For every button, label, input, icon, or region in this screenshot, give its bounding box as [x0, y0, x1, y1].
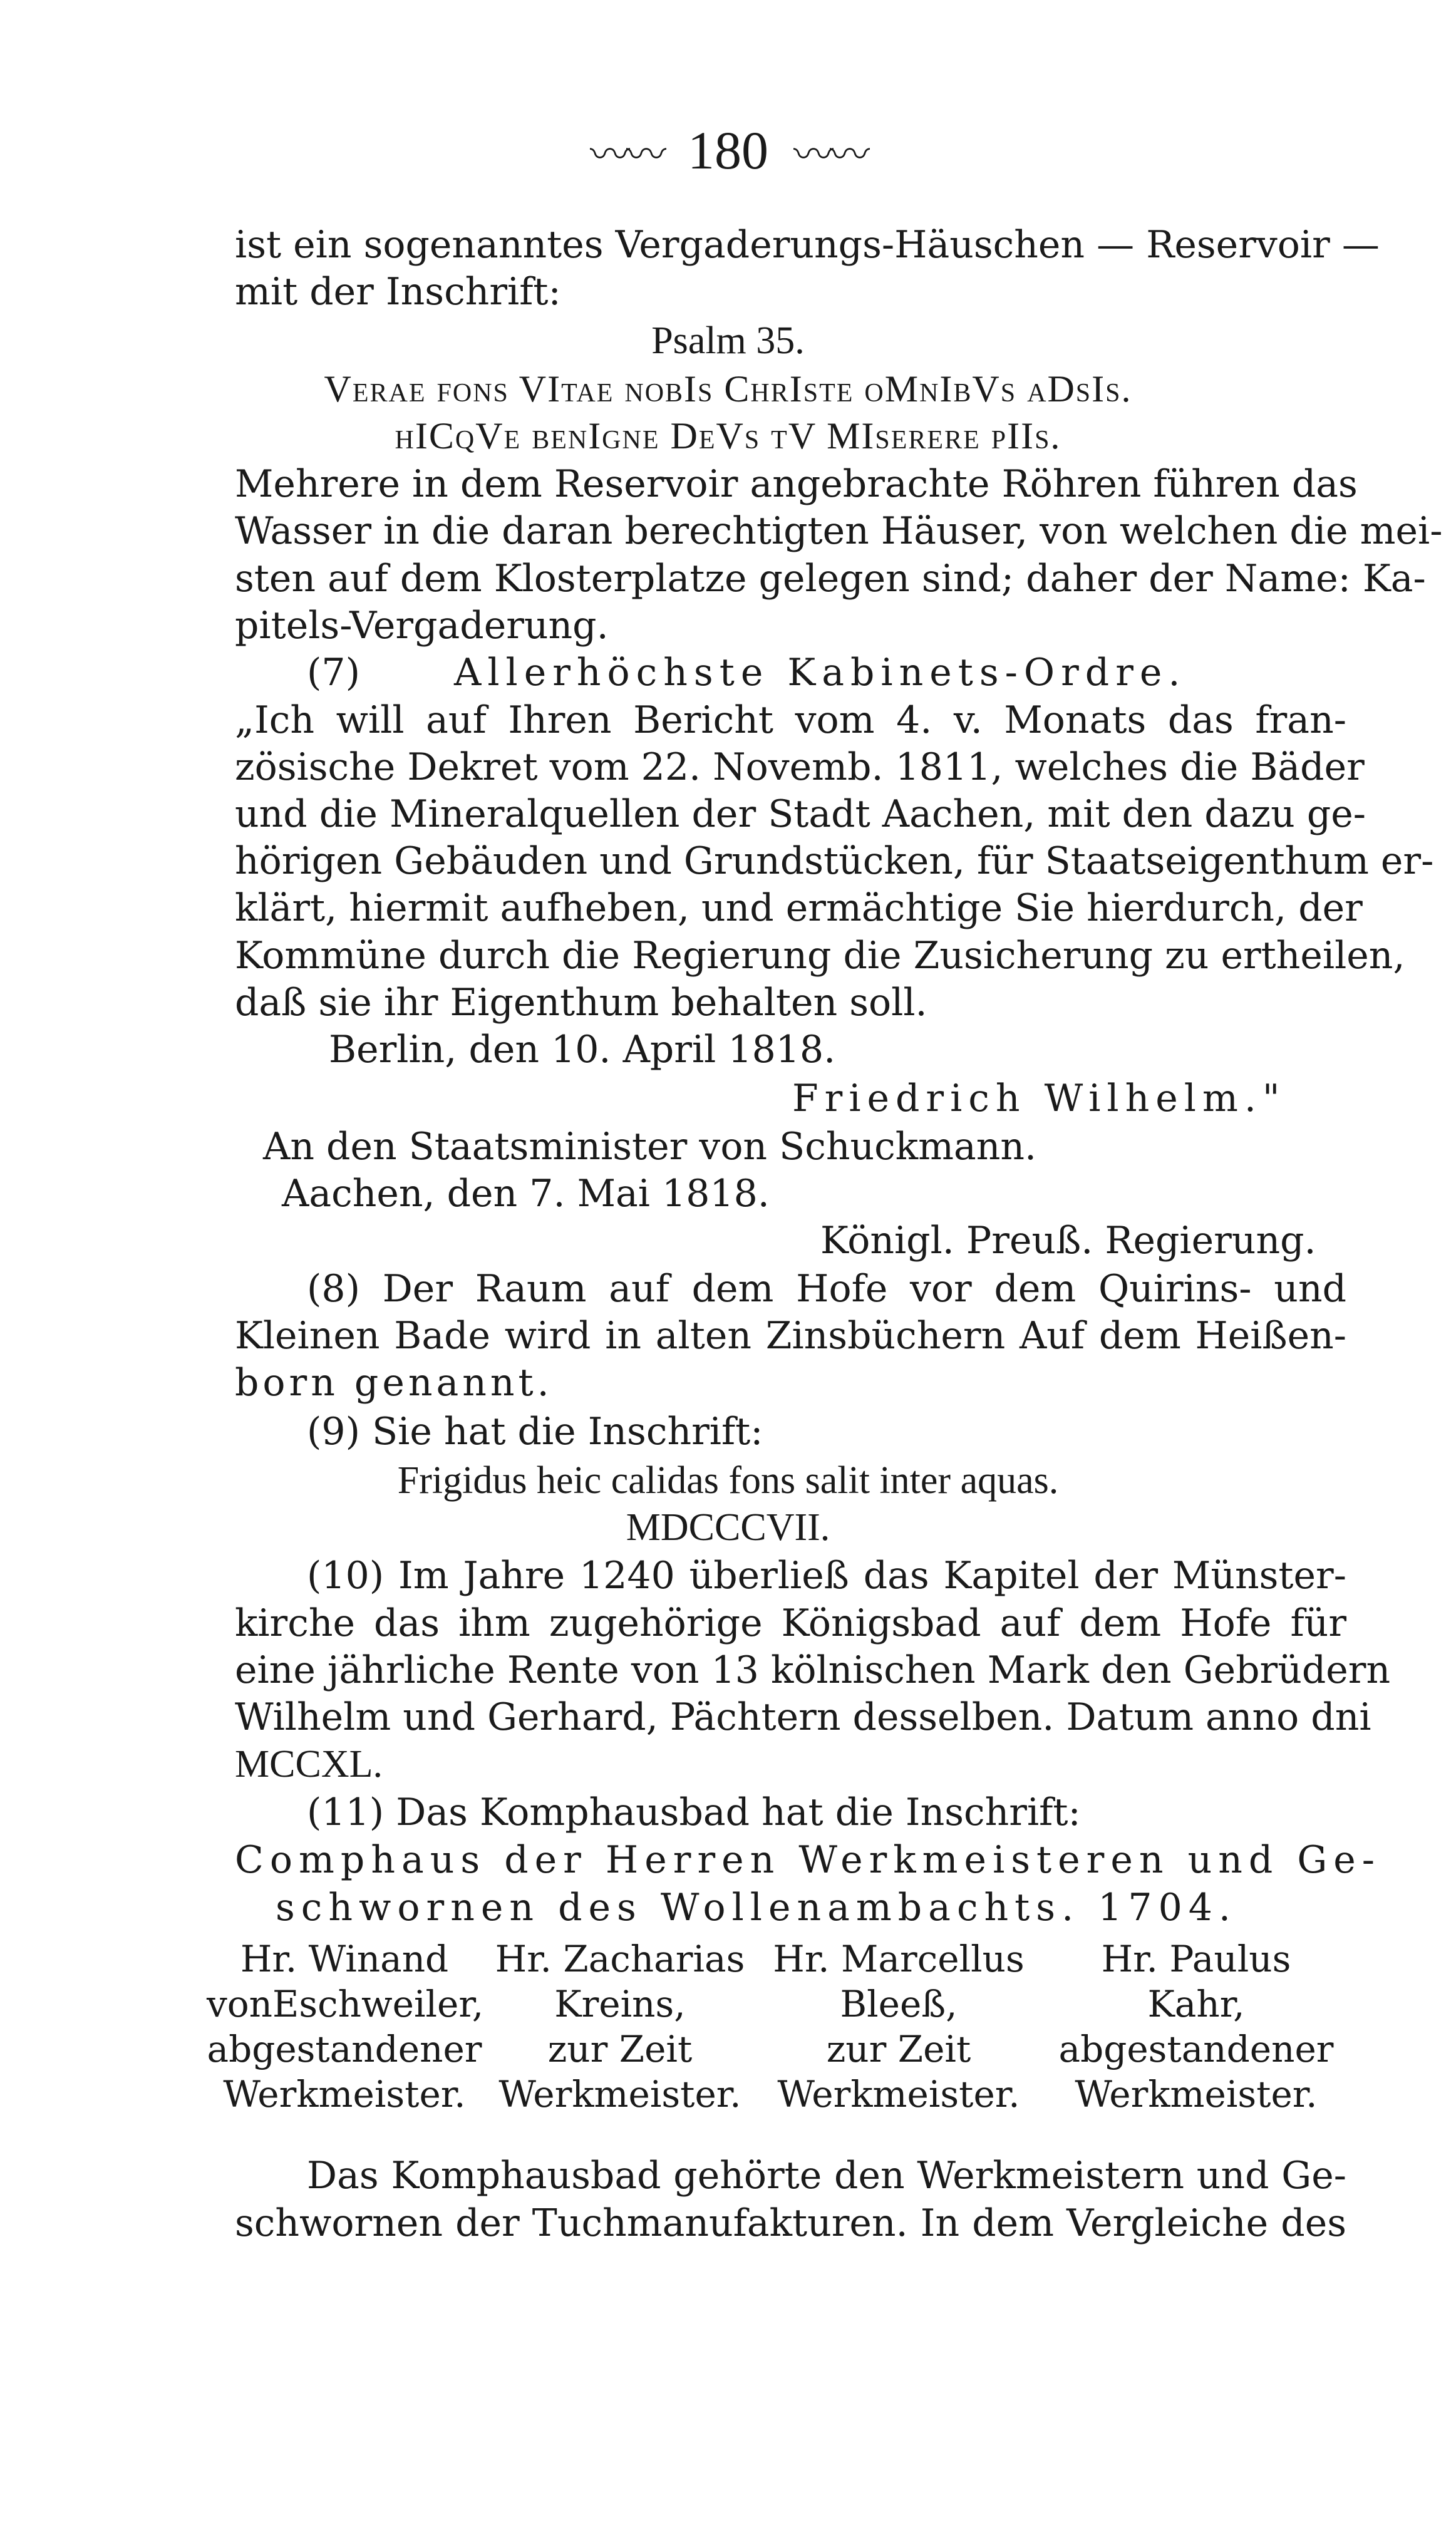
signatory-column [482, 1936, 758, 2117]
text-line: MCCXL. [235, 1743, 383, 1785]
signature: Friedrich Wilhelm." [792, 1077, 1286, 1120]
text-line: zösische Dekret vom 22. Novemb. 1811, welches die Bäder [235, 745, 1365, 789]
text-line: Wilhelm und Gerhard, Pächtern desselben. Datum anno dni [235, 1695, 1371, 1739]
latin-inscription-line: MDCCCVII. [626, 1506, 830, 1549]
signatory-role: Werkmeister. [223, 2073, 466, 2116]
text-line: schwornen der Tuchmanufakturen. In dem Vergleiche des [235, 2201, 1346, 2245]
text-line: (10) Im Jahre 1240 überließ das Kapitel der Münster- [307, 1554, 1346, 1598]
text-line: Kleinen Bade wird in alten Zinsbüchern Auf dem Heißen- [235, 1314, 1346, 1358]
signature: Königl. Preuß. Regierung. [820, 1219, 1316, 1263]
page-header [0, 119, 1456, 182]
text-line: „Ich will auf Ihren Bericht vom 4. v. Monats das fran- [235, 698, 1346, 742]
signatory-name: Hr. Paulus [1101, 1938, 1291, 1980]
text-line: (8) Der Raum auf dem Hofe vor dem Quirins- und [307, 1267, 1346, 1311]
date-line: Berlin, den 10. April 1818. [329, 1028, 836, 1072]
inscription-line: schwornen des Wollenambachts. 1704. [276, 1886, 1237, 1930]
latin-inscription-line: Frigidus heic calidas fons salit inter aquas. [397, 1459, 1059, 1502]
text-line: Kommüne durch die Regierung die Zusicherung zu ertheilen, [235, 934, 1405, 978]
text-line: sten auf dem Klosterplatze gelegen sind; daher der Name: Ka- [235, 557, 1426, 601]
text-line: Wasser in die daran berechtigten Häuser, von welchen die mei- [235, 509, 1443, 553]
ornament-left-icon: 〰〰 [590, 133, 663, 177]
signatory-surname: Bleeß, [840, 1983, 958, 2025]
text-line: Mehrere in dem Reservoir angebrachte Röhren führen das [235, 462, 1358, 506]
ornament-right-icon: 〰〰 [793, 133, 866, 177]
signatory-name: Hr. Winand [240, 1938, 449, 1980]
latin-inscription-line: hICqVe benIgne DeVs tV MIserere pIIs. [395, 415, 1061, 457]
signatory-surname: vonEschweiler, [207, 1983, 484, 2025]
text-line: born genannt. [235, 1361, 553, 1405]
psalm-heading: Psalm 35. [651, 319, 805, 362]
text-line: und die Mineralquellen der Stadt Aachen, mit den dazu ge- [235, 792, 1366, 836]
signatory-status: zur Zeit [826, 2028, 971, 2070]
signatory-name: Hr. Zacharias [495, 1938, 745, 1980]
text-line: eine jährliche Rente von 13 kölnischen Mark den Gebrüdern [235, 1648, 1391, 1692]
note-number: (7) [307, 651, 360, 695]
text-line: daß sie ihr Eigenthum behalten soll. [235, 981, 927, 1025]
signatory-status: zur Zeit [547, 2028, 693, 2070]
latin-inscription-line: Verae fons VItae nobIs ChrIste oMnIbVs aDsIs. [324, 368, 1132, 410]
text-line: (9) Sie hat die Inschrift: [307, 1410, 763, 1454]
text-line: mit der Inschrift: [235, 270, 561, 314]
signatory-column [1058, 1936, 1334, 2117]
page-number: 180 [688, 120, 768, 180]
signatory-surname: Kreins, [554, 1983, 686, 2025]
signatory-column [761, 1936, 1036, 2117]
text-line: klärt, hiermit aufheben, und ermächtige Sie hierdurch, der [235, 886, 1363, 930]
signatory-role: Werkmeister. [1075, 2073, 1318, 2116]
text-line: kirche das ihm zugehörige Königsbad auf dem Hofe für [235, 1601, 1346, 1645]
signatory-status: abgestandener [1058, 2028, 1334, 2070]
signatory-name: Hr. Marcellus [773, 1938, 1025, 1980]
signatory-surname: Kahr, [1147, 1983, 1245, 2025]
text-line: Das Komphausbad gehörte den Werkmeistern und Ge- [307, 2154, 1346, 2198]
date-line: Aachen, den 7. Mai 1818. [282, 1172, 770, 1216]
section-heading: Allerhöchste Kabinets-Ordre. [454, 651, 1187, 695]
inscription-line: Comphaus der Herren Werkmeisteren und Ge- [235, 1838, 1381, 1882]
signatory-status: abgestandener [207, 2028, 482, 2070]
addressee: An den Staatsminister von Schuckmann. [263, 1125, 1037, 1169]
text-line: hörigen Gebäuden und Grundstücken, für Staatseigenthum er- [235, 839, 1434, 883]
signatory-column [207, 1936, 482, 2117]
text-line: (11) Das Komphausbad hat die Inschrift: [307, 1791, 1081, 1834]
text-line: ist ein sogenanntes Vergaderungs-Häuschen — Reservoir — [235, 223, 1380, 267]
signatory-role: Werkmeister. [777, 2073, 1020, 2116]
signatory-role: Werkmeister. [498, 2073, 741, 2116]
text-line: pitels-Vergaderung. [235, 604, 609, 648]
